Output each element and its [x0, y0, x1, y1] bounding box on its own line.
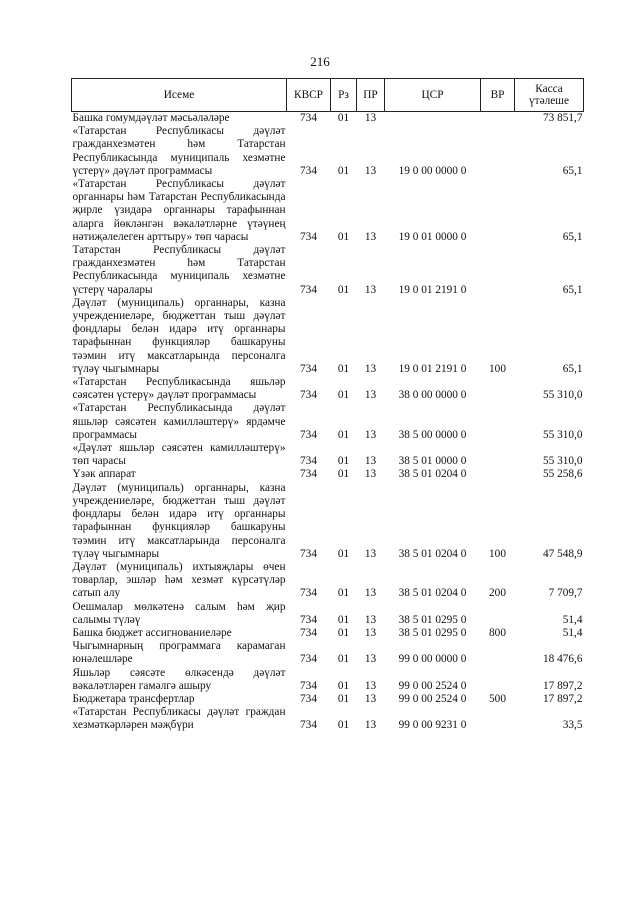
- cell-vr: [481, 442, 515, 468]
- table-row: [72, 112, 584, 126]
- cell-csr: 38 5 01 0295 0: [398, 626, 467, 639]
- cell-sum: 65,1: [562, 283, 583, 296]
- cell-rz: 01: [337, 112, 350, 124]
- cell-rz: 01: [337, 362, 350, 375]
- cell-name: Татарстан Республикасы дәүләт гражданхезмәтен һәм Татарстан Республикасында муниципаль хезмәтне үстерү чаралары: [72, 244, 286, 296]
- cell-pr: 13: [364, 230, 377, 243]
- cell-pr: 13: [364, 692, 377, 705]
- cell-sum: 55 310,0: [542, 455, 583, 468]
- cell-vr: [481, 640, 515, 666]
- cell-kvsr: 734: [300, 719, 317, 732]
- cell-vr: 500: [489, 692, 506, 705]
- table-row: [72, 297, 584, 376]
- cell-csr: 19 0 00 0000 0: [398, 164, 467, 177]
- cell-rz: 01: [337, 428, 350, 441]
- table-row: [72, 442, 584, 468]
- cell-pr: 13: [364, 626, 377, 639]
- cell-csr: 38 5 01 0204 0: [398, 587, 467, 600]
- cell-kvsr: 734: [300, 230, 317, 243]
- cell-kvsr: 734: [300, 613, 317, 626]
- cell-sum: 17 897,2: [542, 692, 583, 705]
- cell-pr: 13: [364, 389, 377, 402]
- table-row: [72, 627, 584, 640]
- cell-name: Дәүләт (муниципаль) ихтыяҗлары өчен товарлар, эшләр һәм хезмәт күрсәтүләр сатып алу: [72, 560, 286, 600]
- cell-vr: [481, 112, 515, 126]
- cell-kvsr: 734: [300, 468, 317, 481]
- cell-vr: [481, 125, 515, 178]
- cell-rz: 01: [337, 455, 350, 468]
- cell-rz: 01: [337, 653, 350, 666]
- cell-rz: 01: [337, 679, 350, 692]
- cell-sum: 55 258,6: [542, 468, 583, 481]
- cell-sum: 55 310,0: [542, 428, 583, 441]
- table-row: [72, 706, 584, 732]
- cell-kvsr: 734: [300, 112, 317, 124]
- cell-kvsr: 734: [300, 653, 317, 666]
- cell-csr: 19 0 01 0000 0: [398, 230, 467, 243]
- table-row: [72, 667, 584, 693]
- cell-sum: 18 476,6: [542, 653, 583, 666]
- header-name: Исеме: [72, 79, 287, 112]
- cell-name: Башка гомумдәүләт мәсьәләләре: [72, 112, 230, 124]
- cell-csr: 38 5 01 0204 0: [398, 547, 467, 560]
- cell-rz: 01: [337, 389, 350, 402]
- table-row: [72, 244, 584, 297]
- table-row: [72, 376, 584, 402]
- cell-kvsr: 734: [300, 626, 317, 639]
- cell-sum: 73 851,7: [542, 112, 583, 124]
- cell-name: Башка бюджет ассигнованиеләре: [72, 626, 232, 639]
- cell-vr: [481, 601, 515, 627]
- cell-rz: 01: [337, 719, 350, 732]
- table-row: [72, 178, 584, 244]
- cell-csr: 38 5 01 0204 0: [398, 468, 467, 481]
- cell-rz: 01: [337, 468, 350, 481]
- cell-rz: 01: [337, 613, 350, 626]
- cell-name: Үзәк аппарат: [72, 468, 136, 481]
- cell-csr: 38 5 01 0295 0: [398, 613, 467, 626]
- cell-name: Бюджетара трансфертлар: [72, 692, 195, 705]
- table-row: [72, 561, 584, 601]
- cell-rz: 01: [337, 547, 350, 560]
- cell-name: «Татарстан Республикасында яшьләр сәясәтен үстерү» дәүләт программасы: [72, 376, 286, 402]
- cell-pr: 13: [364, 613, 377, 626]
- cell-name: «Татарстан Республикасы дәүләт органнары һәм Татарстан Республикасында җирле үзидарә органнары тарафыннан аларга йөкләнгән вәкаләтләрне үтәүнең нәтиҗәлелеген арттыру» төп чарасы: [72, 178, 286, 243]
- cell-pr: 13: [364, 547, 377, 560]
- cell-kvsr: 734: [300, 283, 317, 296]
- cell-pr: 13: [364, 164, 377, 177]
- budget-table: [71, 78, 584, 733]
- header-kvsr: КВСР: [287, 79, 331, 112]
- table-header-row: [72, 79, 584, 112]
- cell-vr: [481, 667, 515, 693]
- cell-name: «Татарстан Республикасында дәүләт яшьләр сәясәтен камилләштерү» ярдәмче программасы: [72, 402, 286, 441]
- cell-kvsr: 734: [300, 679, 317, 692]
- cell-pr: 13: [364, 283, 377, 296]
- header-sum: Касса үтәлеше: [515, 79, 584, 112]
- cell-csr: 99 0 00 0000 0: [398, 653, 467, 666]
- header-vr: ВР: [481, 79, 515, 112]
- cell-csr: 38 5 01 0000 0: [398, 455, 467, 468]
- cell-rz: 01: [337, 283, 350, 296]
- cell-vr: [481, 244, 515, 297]
- cell-sum: 17 897,2: [542, 679, 583, 692]
- table-row: [72, 402, 584, 442]
- header-pr: ПР: [357, 79, 385, 112]
- cell-pr: 13: [364, 679, 377, 692]
- cell-vr: 200: [489, 587, 506, 600]
- cell-pr: 13: [364, 587, 377, 600]
- table-row: [72, 693, 584, 706]
- cell-pr: 13: [364, 362, 377, 375]
- page-number: 216: [310, 54, 330, 69]
- cell-kvsr: 734: [300, 389, 317, 402]
- cell-csr: 19 0 01 2191 0: [398, 362, 467, 375]
- cell-vr: 800: [489, 626, 506, 639]
- cell-name: Яшьләр сәясәте өлкәсендә дәүләт вәкаләтләрен гамәлгә ашыру: [72, 666, 286, 692]
- cell-csr: 38 5 00 0000 0: [398, 428, 467, 441]
- header-csr: ЦСР: [385, 79, 481, 112]
- cell-kvsr: 734: [300, 362, 317, 375]
- cell-pr: 13: [364, 455, 377, 468]
- cell-csr: [385, 112, 481, 126]
- cell-rz: 01: [337, 626, 350, 639]
- cell-sum: 51,4: [562, 613, 583, 626]
- cell-csr: 99 0 00 9231 0: [398, 719, 467, 732]
- cell-pr: 13: [364, 112, 377, 124]
- cell-vr: [481, 402, 515, 442]
- cell-pr: 13: [364, 653, 377, 666]
- cell-sum: 65,1: [562, 230, 583, 243]
- cell-name: «Татарстан Республикасы дәүләт граждан хезмәткәрләрен мәҗбүри: [72, 706, 286, 732]
- cell-pr: 13: [364, 719, 377, 732]
- cell-kvsr: 734: [300, 455, 317, 468]
- cell-sum: 7 709,7: [548, 587, 583, 600]
- cell-name: Дәүләт (муниципаль) органнары, казна учреждениеләре, бюджеттан тыш дәүләт фондлары белән идарә итү органнары тарафыннан функцияләр башкаруны тәэмин итү максатларында персоналга түләү чыгымнары: [72, 296, 286, 375]
- table-row: [72, 482, 584, 561]
- cell-vr: [481, 468, 515, 481]
- cell-kvsr: 734: [300, 692, 317, 705]
- table-row: [72, 601, 584, 627]
- cell-name: Оешмалар мөлкәтенә салым һәм җир салымы түләү: [72, 600, 286, 626]
- table-row: [72, 125, 584, 178]
- cell-csr: 19 0 01 2191 0: [398, 283, 467, 296]
- cell-pr: 13: [364, 428, 377, 441]
- cell-sum: 47 548,9: [542, 547, 583, 560]
- cell-name: Чыгымнарның программага карамаган юнәлешләре: [72, 640, 286, 666]
- cell-vr: 100: [489, 362, 506, 375]
- cell-sum: 51,4: [562, 626, 583, 639]
- cell-vr: 100: [489, 547, 506, 560]
- cell-vr: [481, 178, 515, 244]
- cell-sum: 33,5: [562, 719, 583, 732]
- cell-rz: 01: [337, 692, 350, 705]
- cell-csr: 38 0 00 0000 0: [398, 389, 467, 402]
- header-rz: Рз: [331, 79, 357, 112]
- cell-kvsr: 734: [300, 164, 317, 177]
- cell-csr: 99 0 00 2524 0: [398, 692, 467, 705]
- cell-csr: 99 0 00 2524 0: [398, 679, 467, 692]
- cell-name: Дәүләт (муниципаль) органнары, казна учреждениеләре, бюджеттан тыш дәүләт фондлары белән идарә итү органнары тарафыннан функцияләр башкаруны тәэмин итү максатларында персоналга түләү чыгымнары: [72, 481, 286, 560]
- cell-sum: 65,1: [562, 164, 583, 177]
- cell-kvsr: 734: [300, 587, 317, 600]
- cell-rz: 01: [337, 164, 350, 177]
- cell-rz: 01: [337, 587, 350, 600]
- table-row: [72, 468, 584, 481]
- cell-vr: [481, 376, 515, 402]
- cell-kvsr: 734: [300, 428, 317, 441]
- cell-sum: 65,1: [562, 362, 583, 375]
- cell-sum: 55 310,0: [542, 389, 583, 402]
- cell-kvsr: 734: [300, 547, 317, 560]
- cell-pr: 13: [364, 468, 377, 481]
- cell-vr: [481, 706, 515, 732]
- cell-name: «Татарстан Республикасы дәүләт гражданхезмәтен һәм Татарстан Республикасында муниципаль хезмәтне үстерү» дәүләт программасы: [72, 125, 286, 177]
- cell-name: «Дәүләт яшьләр сәясәтен камилләштерү» төп чарасы: [72, 442, 286, 468]
- table-row: [72, 640, 584, 666]
- cell-rz: 01: [337, 230, 350, 243]
